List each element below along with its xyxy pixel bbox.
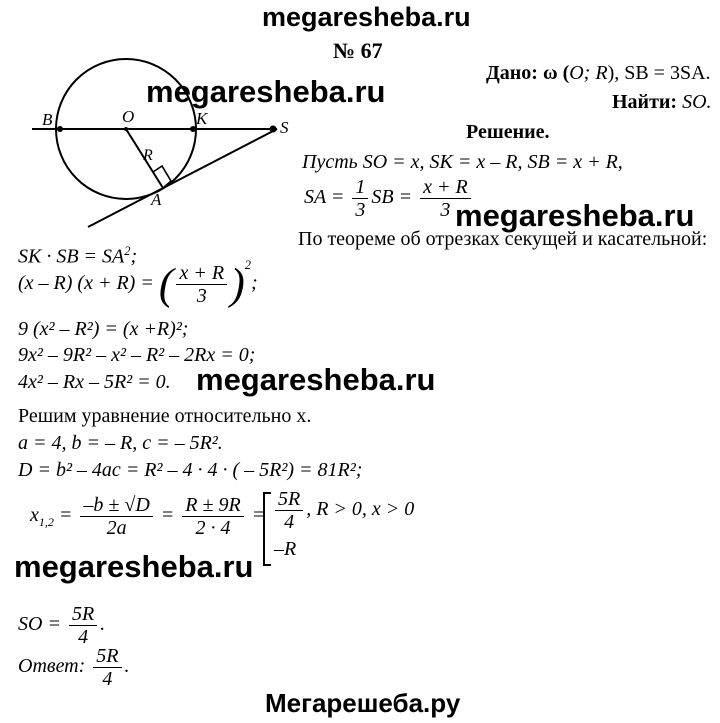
watermark-top: megaresheba.ru <box>262 2 471 32</box>
given-line <box>486 62 711 85</box>
line-disc: D = b² – 4ac = R² – 4 · 4 · ( – 5R²) = 81R²; <box>18 459 363 481</box>
answer-num: 5R <box>93 645 121 668</box>
x-frac2-num: R ± 9R <box>182 494 243 517</box>
so-lhs: SO = <box>18 613 61 636</box>
sa-frac1-den: 3 <box>355 199 366 221</box>
line-so <box>18 603 105 648</box>
eq2-num: x + R <box>176 262 227 285</box>
label-k: K <box>196 109 208 128</box>
root1-den: 4 <box>284 511 295 533</box>
so-num: 5R <box>69 603 97 626</box>
line-answer <box>18 645 130 690</box>
sa-frac2 <box>420 176 471 221</box>
line-eq5: 4x² – Rx – 5R² = 0. <box>18 371 171 393</box>
answer-label: Ответ: <box>18 655 86 678</box>
problem-number: № 67 <box>333 38 383 63</box>
point-b <box>57 126 63 132</box>
x-frac1 <box>80 494 152 539</box>
eq2-sup: 2 <box>244 258 251 272</box>
root1-num: 5R <box>275 488 303 511</box>
eq2-frac <box>176 262 227 307</box>
watermark-bottom: Мегарешеба.ру <box>265 688 461 718</box>
find-value: SO. <box>682 91 712 113</box>
root1-frac <box>275 488 303 533</box>
geometry-figure <box>0 0 300 240</box>
point-o <box>124 127 128 131</box>
line-eq2 <box>18 258 258 307</box>
find-label: Найти: <box>612 91 678 113</box>
label-s: S <box>280 118 289 137</box>
line-eq3: 9 (x² – R²) = (x +R)²; <box>18 318 189 340</box>
sa-lhs: SA = <box>304 186 345 209</box>
x-eq: = <box>58 504 73 527</box>
eq2-paren-open: ( <box>158 259 174 309</box>
eq1-tail: ; <box>130 245 138 268</box>
eq2-den: 3 <box>196 284 207 307</box>
x-eq3: = <box>251 504 266 527</box>
label-o: O <box>122 107 135 126</box>
answer-tail: . <box>124 655 130 678</box>
watermark-right: megaresheba.ru <box>455 198 695 233</box>
line-let: Пусть SO = x, SK = x – R, SB = x + R, <box>302 151 623 173</box>
eq2-lhs: (x – R) (x + R) = <box>18 272 154 294</box>
line-roots <box>30 494 265 539</box>
eq1-body: SK · SB = SA <box>18 245 125 268</box>
root-2: –R <box>274 538 297 560</box>
x-frac1-num: –b ± √D <box>80 494 152 517</box>
sa-frac2-den: 3 <box>440 199 451 221</box>
so-den: 4 <box>78 626 89 648</box>
given-label: Дано: ω ( <box>486 62 570 84</box>
eq1-sup: 2 <box>124 244 131 258</box>
line-eq4: 9x² – 9R² – x² – R² – 2Rx = 0; <box>18 344 256 366</box>
watermark-middle: megaresheba.ru <box>196 362 436 397</box>
watermark-left: megaresheba.ru <box>14 549 254 584</box>
line-sa <box>304 176 474 221</box>
sa-mid: SB = <box>371 186 413 209</box>
label-r: R <box>143 147 153 164</box>
find-line <box>612 91 712 114</box>
tangent-line <box>88 129 277 227</box>
root1-cond: , R > 0, x > 0 <box>306 498 415 521</box>
x-eq2: = <box>160 504 175 527</box>
sa-frac1-num: 1 <box>352 176 368 199</box>
label-b: B <box>42 110 53 129</box>
line-coef: a = 4, b = – R, c = – 5R². <box>18 432 223 454</box>
given-tail: ), SB = 3SA. <box>607 62 711 84</box>
x-frac2-den: 2 · 4 <box>195 517 231 539</box>
x-sub: 1,2 <box>38 515 54 530</box>
x-lhs: x <box>30 504 39 527</box>
answer-den: 4 <box>102 668 113 690</box>
solution-title: Решение. <box>466 121 550 143</box>
label-a: A <box>151 190 162 209</box>
so-frac <box>69 603 97 648</box>
watermark-figure: megaresheba.ru <box>146 74 386 109</box>
sa-frac2-num: x + R <box>420 176 471 199</box>
so-tail: . <box>100 613 106 636</box>
eq2-paren-close: ) <box>230 259 245 309</box>
x-frac1-den: 2a <box>106 517 127 539</box>
root-1 <box>272 488 414 533</box>
x-frac2 <box>182 494 243 539</box>
line-solve: Решим уравнение относительно x. <box>18 405 312 427</box>
eq2-tail: ; <box>250 272 258 294</box>
given-body: O; R <box>569 62 608 84</box>
line-theorem: По теореме об отрезках секущей и касательной: <box>298 228 708 250</box>
answer-frac <box>93 645 121 690</box>
point-s <box>270 126 277 133</box>
sa-frac1 <box>352 176 368 221</box>
roots-bracket <box>263 492 271 566</box>
